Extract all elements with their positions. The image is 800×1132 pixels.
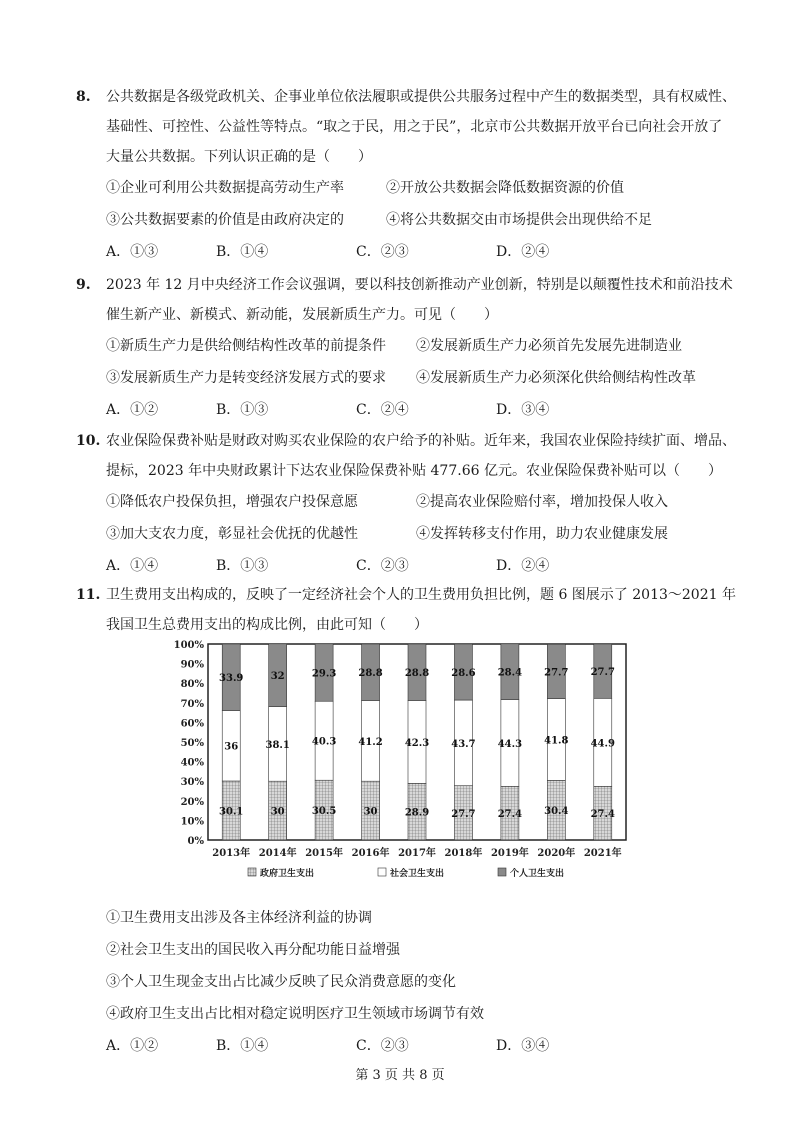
question-text-line: 2023 年 12 月中央经济工作会议强调，要以科技创新推动产业创新，特别是以颠覆性技术和前沿技术 bbox=[106, 277, 733, 293]
data-label: 27.7 bbox=[590, 667, 615, 679]
legend-entry: 个人卫生支出 bbox=[510, 869, 565, 879]
option-3: ③公共数据要素的价值是由政府决定的 bbox=[106, 212, 344, 228]
answer-b: B．①③ bbox=[216, 402, 269, 418]
question-11-options bbox=[76, 902, 736, 1062]
question-text-line: 催生新产业、新模式、新动能，发展新质生产力。可见（ ） bbox=[106, 307, 498, 323]
data-label: 38.1 bbox=[265, 739, 290, 751]
answer-a: A．①② bbox=[106, 402, 159, 418]
question-number: 9. bbox=[76, 277, 91, 293]
legend-entry: 社会卫生支出 bbox=[390, 869, 445, 879]
y-tick-label: 40% bbox=[180, 757, 204, 769]
question-text-line: 农业保险保费补贴是财政对购买农业保险的农户给予的补贴。近年来，我国农业保险持续扩面、增品、 bbox=[106, 433, 736, 449]
question-11 bbox=[76, 580, 736, 640]
x-tick-label: 2020年 bbox=[537, 848, 576, 859]
data-label: 27.4 bbox=[590, 809, 615, 821]
option-2: ②提高农业保险赔付率，增加投保人收入 bbox=[416, 494, 668, 510]
question-text-line: 我国卫生总费用支出的构成比例，由此可知（ ） bbox=[106, 617, 428, 633]
question-10 bbox=[76, 426, 736, 582]
legend-swatch bbox=[248, 868, 256, 876]
option-4: ④将公共数据交由市场提供会出现供给不足 bbox=[386, 212, 652, 228]
health-expenditure-chart bbox=[160, 638, 640, 898]
answer-c: C．②④ bbox=[356, 402, 409, 418]
data-label: 40.3 bbox=[311, 736, 337, 748]
option-1: ①卫生费用支出涉及各主体经济利益的协调 bbox=[106, 910, 372, 926]
data-label: 27.7 bbox=[451, 808, 476, 820]
data-label: 30.5 bbox=[311, 806, 337, 818]
x-tick-label: 2019年 bbox=[490, 848, 529, 859]
answer-b: B．①④ bbox=[216, 1038, 269, 1054]
answer-c: C．②③ bbox=[356, 558, 409, 574]
question-number: 8. bbox=[76, 89, 91, 105]
question-number: 10. bbox=[76, 433, 101, 449]
y-tick-label: 30% bbox=[180, 777, 204, 789]
data-label: 27.7 bbox=[544, 667, 569, 679]
question-text-line: 大量公共数据。下列认识正确的是（ ） bbox=[106, 149, 372, 165]
data-label: 43.7 bbox=[451, 738, 476, 750]
option-4: ④发展新质生产力必须深化供给侧结构性改革 bbox=[416, 370, 696, 386]
option-4: ④发挥转移支付作用，助力农业健康发展 bbox=[416, 526, 668, 542]
data-label: 44.9 bbox=[590, 738, 615, 750]
option-2: ②发展新质生产力必须首先发展先进制造业 bbox=[416, 338, 682, 354]
answer-d: D．③④ bbox=[496, 402, 550, 418]
question-text-line: 公共数据是各级党政机关、企事业单位依法履职或提供公共服务过程中产生的数据类型，具有权威性、 bbox=[106, 89, 736, 105]
y-tick-label: 0% bbox=[187, 836, 204, 847]
data-label: 32 bbox=[270, 671, 285, 683]
answer-a: A．①③ bbox=[106, 244, 159, 260]
option-2: ②社会卫生支出的国民收入再分配功能日益增强 bbox=[106, 942, 400, 958]
option-3: ③个人卫生现金支出占比减少反映了民众消费意愿的变化 bbox=[106, 974, 456, 990]
answer-b: B．①③ bbox=[216, 558, 269, 574]
option-1: ①新质生产力是供给侧结构性改革的前提条件 bbox=[106, 338, 386, 354]
legend-swatch bbox=[378, 868, 386, 876]
option-3: ③加大支农力度，彰显社会优抚的优越性 bbox=[106, 526, 358, 542]
x-tick-label: 2018年 bbox=[444, 848, 483, 859]
x-tick-label: 2015年 bbox=[305, 848, 344, 859]
data-label: 28.8 bbox=[404, 668, 430, 680]
answer-a: A．①② bbox=[106, 1038, 159, 1054]
data-label: 28.6 bbox=[451, 668, 476, 680]
x-tick-label: 2013年 bbox=[212, 848, 251, 859]
question-number: 11. bbox=[76, 587, 101, 603]
y-tick-label: 20% bbox=[180, 796, 204, 808]
option-3: ③发展新质生产力是转变经济发展方式的要求 bbox=[106, 370, 386, 386]
x-tick-label: 2017年 bbox=[398, 848, 436, 859]
question-text-line: 基础性、可控性、公益性等特点。“取之于民，用之于民”，北京市公共数据开放平台已向社会开放了 bbox=[106, 119, 723, 135]
legend-entry: 政府卫生支出 bbox=[260, 869, 315, 879]
data-label: 30 bbox=[363, 806, 378, 818]
question-text-line: 卫生费用支出构成的，反映了一定经济社会个人的卫生费用负担比例，题 6 图展示了 2013～2021 年 bbox=[106, 587, 736, 603]
option-1: ①降低农户投保负担，增强农户投保意愿 bbox=[106, 494, 358, 510]
answer-b: B．①④ bbox=[216, 244, 269, 260]
y-tick-label: 100% bbox=[173, 640, 204, 651]
data-label: 30.4 bbox=[544, 806, 569, 818]
y-tick-label: 50% bbox=[180, 738, 204, 749]
option-2: ②开放公共数据会降低数据资源的价值 bbox=[386, 180, 624, 196]
x-tick-label: 2021年 bbox=[583, 848, 622, 859]
y-tick-label: 90% bbox=[180, 659, 204, 671]
x-tick-label: 2014年 bbox=[258, 848, 297, 859]
data-label: 33.9 bbox=[219, 673, 244, 685]
y-tick-label: 70% bbox=[180, 698, 204, 710]
answer-d: D．③④ bbox=[496, 1038, 550, 1054]
data-label: 41.8 bbox=[544, 735, 569, 747]
data-label: 29.3 bbox=[311, 668, 337, 680]
question-8 bbox=[76, 82, 736, 268]
option-1: ①企业可利用公共数据提高劳动生产率 bbox=[106, 180, 344, 196]
legend-swatch bbox=[498, 868, 506, 876]
data-label: 28.9 bbox=[404, 807, 430, 819]
data-label: 30 bbox=[270, 806, 285, 818]
y-tick-label: 80% bbox=[180, 679, 204, 691]
answer-c: C．②③ bbox=[356, 1038, 409, 1054]
question-9 bbox=[76, 270, 736, 426]
data-label: 28.4 bbox=[497, 667, 523, 679]
data-label: 41.2 bbox=[358, 736, 383, 748]
option-4: ④政府卫生支出占比相对稳定说明医疗卫生领域市场调节有效 bbox=[106, 1006, 484, 1022]
y-tick-label: 60% bbox=[180, 718, 204, 730]
data-label: 42.3 bbox=[404, 737, 430, 749]
question-text-line: 提标，2023 年中央财政累计下达农业保险保费补贴 477.66 亿元。农业保险保费补贴可以（ ） bbox=[106, 463, 722, 479]
data-label: 44.3 bbox=[497, 738, 523, 750]
x-tick-label: 2016年 bbox=[351, 848, 390, 859]
answer-d: D．②④ bbox=[496, 244, 550, 260]
answer-a: A．①④ bbox=[106, 558, 159, 574]
data-label: 27.4 bbox=[497, 809, 523, 821]
data-label: 28.8 bbox=[358, 668, 383, 680]
data-label: 36 bbox=[224, 741, 239, 753]
answer-d: D．②④ bbox=[496, 558, 550, 574]
answer-c: C．②③ bbox=[356, 244, 409, 260]
page-footer: 第 3 页 共 8 页 bbox=[355, 1068, 445, 1083]
y-tick-label: 10% bbox=[180, 816, 204, 828]
data-label: 30.1 bbox=[219, 806, 244, 818]
